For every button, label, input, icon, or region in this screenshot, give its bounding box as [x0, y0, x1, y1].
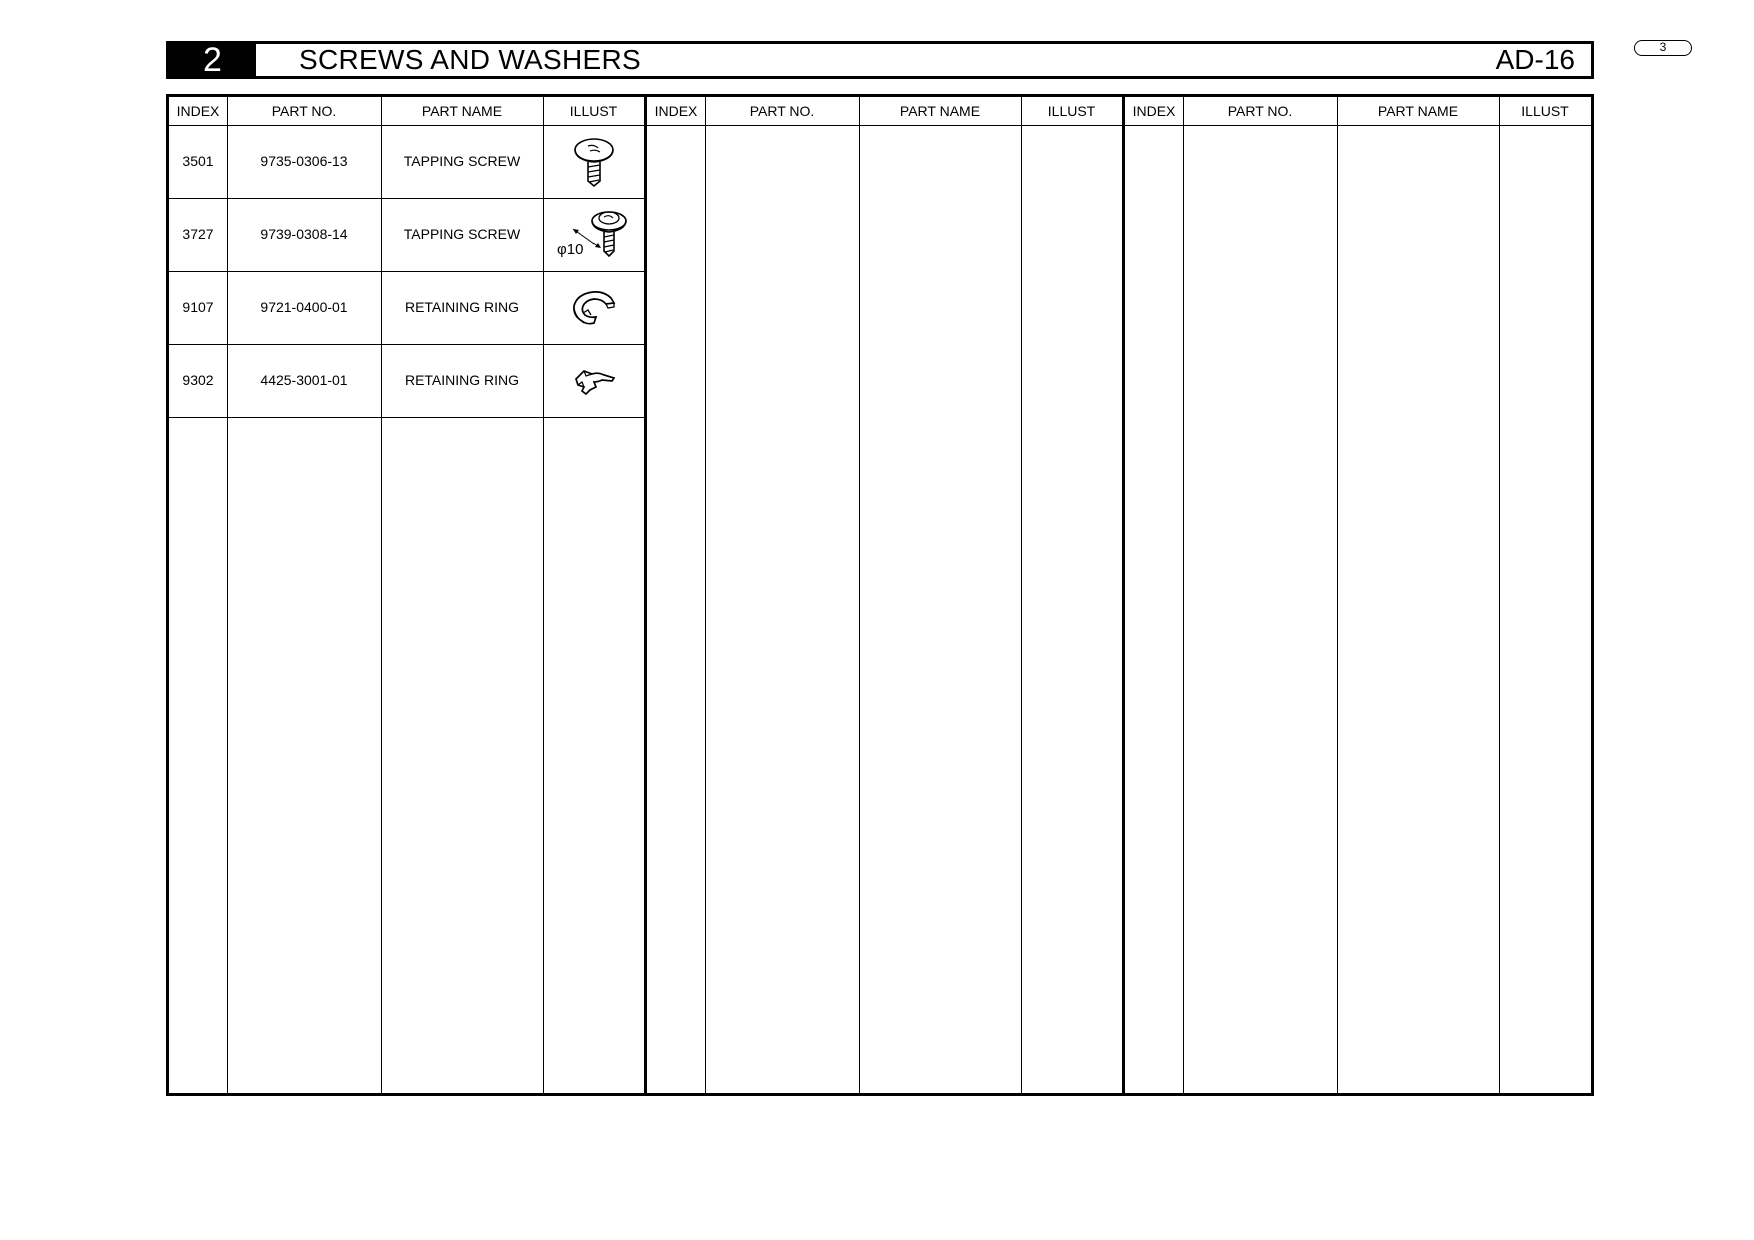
table-block-1	[169, 97, 644, 1093]
table-row	[169, 126, 644, 199]
part-index: 3727	[182, 226, 214, 242]
header-part-no: PART NO.	[271, 103, 337, 119]
part-name: TAPPING SCREW	[403, 226, 521, 242]
header-part-no: PART NO.	[1227, 103, 1293, 119]
table-block-3	[1122, 97, 1591, 1093]
part-number: 9735-0306-13	[260, 153, 348, 169]
header-index: INDEX	[654, 103, 698, 119]
retaining-clip-icon	[543, 348, 644, 414]
header-illust: ILLUST	[1047, 103, 1096, 119]
part-index: 9302	[182, 372, 214, 388]
part-index: 9107	[182, 299, 214, 315]
header-part-name: PART NAME	[421, 103, 503, 119]
catalog-code: AD-16	[1495, 44, 1575, 75]
section-title: SCREWS AND WASHERS	[299, 44, 641, 75]
header-part-name: PART NAME	[1377, 103, 1459, 119]
table-header-row	[1125, 97, 1591, 126]
table-row	[169, 345, 644, 418]
table-row	[169, 199, 644, 272]
table-header-row	[647, 97, 1122, 126]
section-number: 2	[169, 44, 256, 76]
tapping-screw-icon	[543, 129, 644, 195]
part-name: TAPPING SCREW	[403, 153, 521, 169]
part-index: 3501	[182, 153, 214, 169]
header-illust: ILLUST	[569, 103, 618, 119]
header-index: INDEX	[1132, 103, 1176, 119]
table-header-row	[169, 97, 644, 126]
part-name: RETAINING RING	[404, 372, 520, 388]
header-part-no: PART NO.	[749, 103, 815, 119]
table-row	[169, 272, 644, 345]
diameter-label: φ10	[556, 241, 583, 258]
part-name: RETAINING RING	[404, 299, 520, 315]
header-index: INDEX	[176, 103, 220, 119]
tapping-screw-washer-icon	[543, 202, 644, 268]
header-illust: ILLUST	[1521, 103, 1569, 119]
header-part-name: PART NAME	[899, 103, 981, 119]
part-number: 4425-3001-01	[260, 372, 348, 388]
parts-table	[166, 94, 1594, 1096]
table-block-2	[644, 97, 1122, 1093]
section-header	[166, 41, 1594, 79]
e-ring-icon	[543, 275, 644, 341]
part-number: 9739-0308-14	[260, 226, 348, 242]
page-number-badge: 3	[1634, 40, 1692, 56]
part-number: 9721-0400-01	[260, 299, 348, 315]
